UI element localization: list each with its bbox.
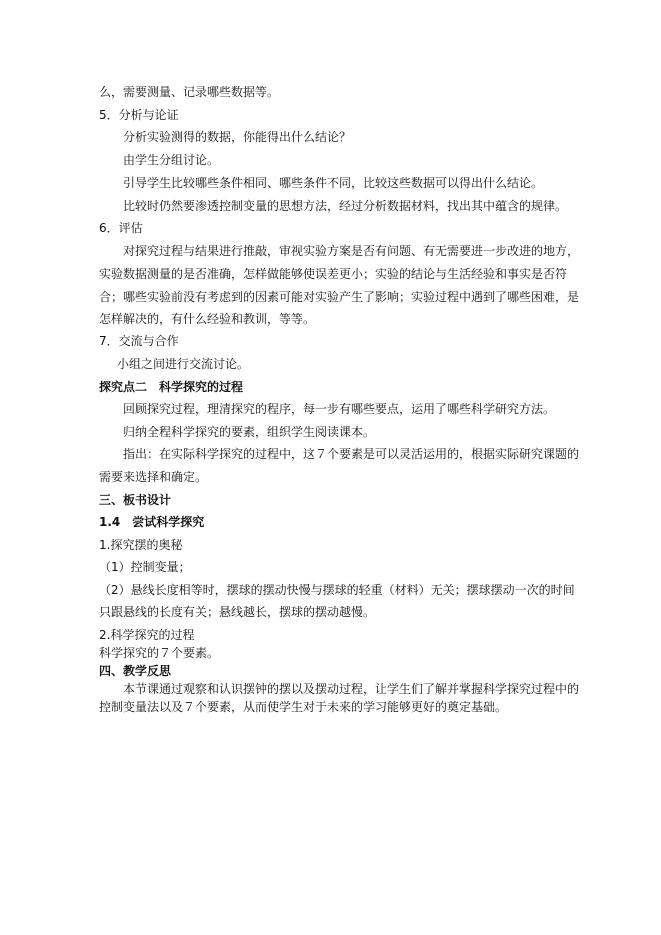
heading-communication: 7．交流与合作	[99, 334, 179, 348]
paragraph-analysis-question: 分析实验测得的数据，你能得出什么结论？	[123, 130, 352, 144]
board-title: 1.4 尝试科学探究	[99, 515, 205, 529]
text-line-continuation: 么，需要测量、记录哪些数据等。	[99, 85, 280, 99]
paragraph-group-exchange: 小组之间进行交流讨论。	[117, 357, 250, 371]
paragraph-point-out-line-2: 需要来选择和确定。	[99, 470, 208, 484]
section-heading-inquiry-point-2: 探究点二 科学探究的过程	[99, 380, 244, 394]
board-item-1-2-line-1: （2）悬线长度相等时，摆球的摆动快慢与摆球的轻重（材料）无关；摆球摆动一次的时间	[99, 583, 575, 597]
board-item-2-content: 科学探究的７个要素。	[99, 646, 220, 660]
paragraph-evaluation-line-2: 实验数据测量的是否准确，怎样做能够使误差更小；实验的结论与生活经验和事实是否符	[99, 267, 568, 281]
paragraph-reflection-line-2: 控制变量法以及７个要素，从而使学生对于未来的学习能够更好的奠定基础。	[99, 700, 508, 714]
paragraph-evaluation-line-3: 合；哪些实验前没有考虑到的因素可能对实验产生了影响；实验过程中遇到了哪些困难，是	[99, 290, 580, 304]
paragraph-compare-conditions: 引导学生比较哪些条件相同、哪些条件不同，比较这些数据可以得出什么结论。	[123, 176, 544, 190]
paragraph-evaluation-line-1: 对探究过程与结果进行推敲，审视实验方案是否有问题、有无需要进一步改进的地方，	[123, 244, 580, 258]
board-item-1-1: （1）控制变量；	[99, 560, 191, 574]
paragraph-point-out-line-1: 指出：在实际科学探究的过程中，这７个要素是可以灵活运用的，根据实际研究课题的	[123, 447, 580, 461]
paragraph-control-variables: 比较时仍然要渗透控制变量的思想方法，经过分析数据材料，找出其中蕴含的规律。	[123, 199, 568, 213]
board-item-1: 1.探究摆的奥秘	[99, 538, 183, 552]
section-heading-board-design: 三、板书设计	[99, 493, 172, 507]
board-item-2: 2.科学探究的过程	[99, 628, 195, 642]
paragraph-group-discussion: 由学生分组讨论。	[123, 153, 220, 167]
board-item-1-2-line-2: 只跟悬线的长度有关；悬线越长，摆球的摆动越慢。	[99, 605, 376, 619]
paragraph-review-process: 回顾探究过程，理清探究的程序，每一步有哪些要点，运用了哪些科学研究方法。	[123, 402, 556, 416]
section-heading-reflection: 四、教学反思	[99, 664, 172, 678]
paragraph-reflection-line-1: 本节课通过观察和认识摆钟的摆以及摆动过程，让学生们了解并掌握科学探究过程中的	[123, 682, 580, 696]
paragraph-summarize-elements: 归纳全程科学探究的要素，组织学生阅读课本。	[123, 425, 376, 439]
heading-evaluation: 6．评估	[99, 221, 143, 235]
paragraph-evaluation-line-4: 怎样解决的，有什么经验和教训，等等。	[99, 312, 316, 326]
heading-analysis: 5．分析与论证	[99, 108, 179, 122]
